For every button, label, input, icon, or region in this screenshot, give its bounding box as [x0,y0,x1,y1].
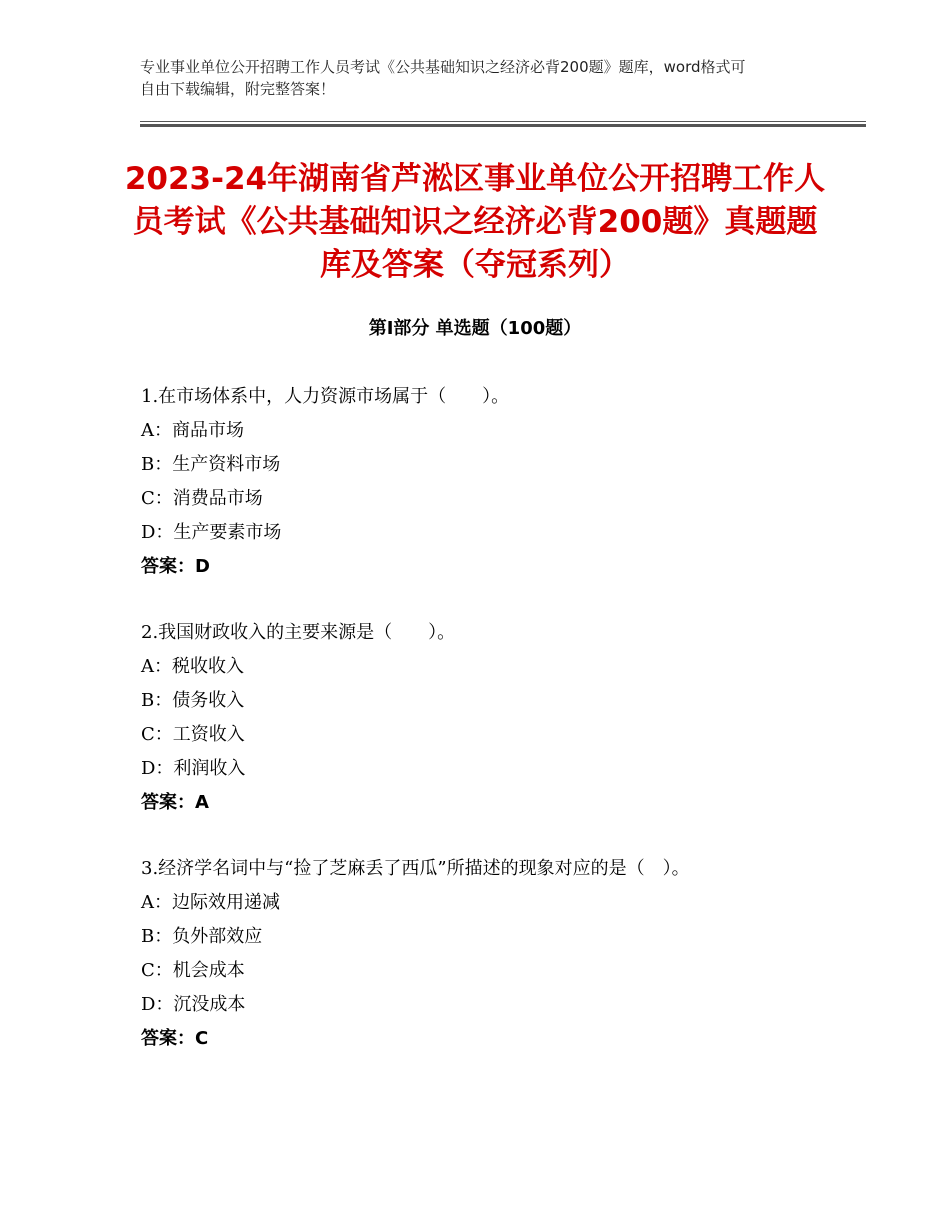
answer: 答案：A [141,792,209,813]
option-d: D：沉没成本 [141,994,246,1015]
document-title: 2023-24年湖南省芦淞区事业单位公开招聘工作人员考试《公共基础知识之经济必背200题》真题题库及答案（夺冠系列） [124,161,826,283]
option-b: B：负外部效应 [141,926,263,947]
option-a: A：商品市场 [141,420,244,441]
option-d: D：生产要素市场 [141,522,282,543]
question-stem: 1.在市场体系中，人力资源市场属于（ ）。 [141,386,510,407]
option-b: B：生产资料市场 [141,454,281,475]
option-c: C：消费品市场 [141,488,263,509]
question-2 [141,616,781,820]
question-list [141,380,781,1088]
option-d: D：利润收入 [141,758,246,779]
question-stem: 2.我国财政收入的主要来源是（ ）。 [141,622,456,643]
option-c: C：机会成本 [141,960,245,981]
answer: 答案：D [141,556,210,577]
header-divider-thin [140,121,866,122]
question-stem: 3.经济学名词中与“捡了芝麻丢了西瓜”所描述的现象对应的是（ ）。 [141,858,690,879]
question-1 [141,380,781,584]
header-note: 专业事业单位公开招聘工作人员考试《公共基础知识之经济必背200题》题库，word格式可自由下载编辑，附完整答案！ [140,58,746,98]
option-a: A：税收收入 [141,656,244,677]
section-title: 第Ⅰ部分 单选题（100题） [368,318,582,339]
option-c: C：工资收入 [141,724,245,745]
question-3 [141,852,781,1056]
header-divider-thick [140,124,866,127]
option-b: B：债务收入 [141,690,245,711]
option-a: A：边际效用递减 [141,892,280,913]
answer: 答案：C [141,1028,209,1049]
